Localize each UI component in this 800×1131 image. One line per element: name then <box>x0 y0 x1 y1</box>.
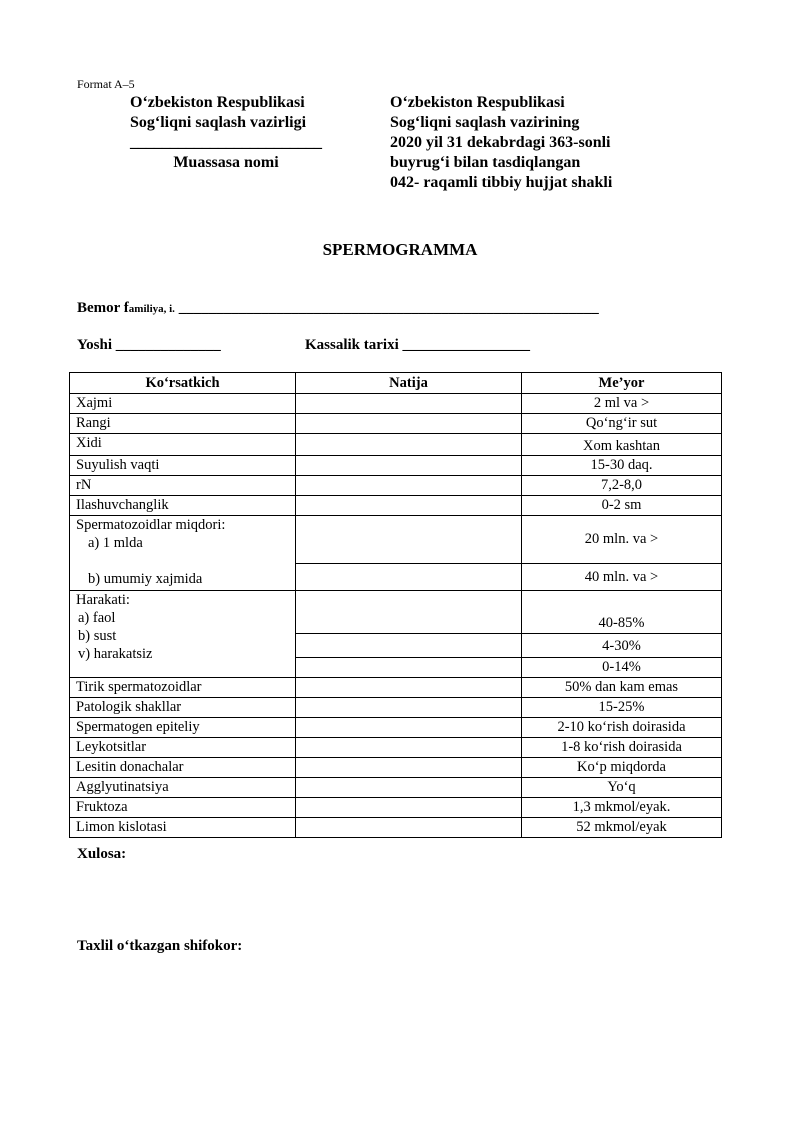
indicator-cell: Tirik spermatozoidlar <box>70 678 296 698</box>
indicator-cell: rN <box>70 476 296 496</box>
motility-label: Harakati: <box>76 592 130 608</box>
norm-cell: 40 mln. va > <box>522 563 722 590</box>
approval-line-2: Sog‘liqni saqlash vazirining <box>390 114 580 131</box>
norm-cell: 40-85% <box>522 591 722 634</box>
approval-line-1: O‘zbekiston Respublikasi <box>390 94 565 111</box>
table-row <box>70 758 722 778</box>
indicator-cell: Suyulish vaqti <box>70 456 296 476</box>
institution-blank-line[interactable]: ________________________ <box>130 134 322 151</box>
table-row <box>70 394 722 414</box>
indicator-cell: Limon kislotasi <box>70 818 296 838</box>
history-blank[interactable]: _________________ <box>398 337 531 353</box>
patient-name-blank[interactable]: ________________________________________________________ <box>174 300 599 316</box>
table-row <box>70 414 722 434</box>
approval-line-5: 042- raqamli tibbiy hujjat shakli <box>390 174 613 191</box>
doctor-label: Taxlil o‘tkazgan shifokor: <box>77 938 243 954</box>
age-label: Yoshi <box>77 337 113 353</box>
result-cell[interactable] <box>296 658 522 678</box>
column-header-indicator: Ko‘rsatkich <box>70 373 296 394</box>
norm-cell: Qo‘ng‘ir sut <box>522 414 722 434</box>
table-row <box>70 496 722 516</box>
indicator-cell: Patologik shakllar <box>70 698 296 718</box>
result-cell[interactable] <box>296 496 522 516</box>
indicator-cell: Rangi <box>70 414 296 434</box>
norm-cell: 15-30 daq. <box>522 456 722 476</box>
indicator-cell: Xajmi <box>70 394 296 414</box>
norm-cell: Xom kashtan <box>522 434 722 456</box>
table-row <box>70 818 722 838</box>
norm-cell: 20 mln. va > <box>522 516 722 564</box>
norm-cell: 2 ml va > <box>522 394 722 414</box>
indicator-cell-motility <box>70 591 296 678</box>
norm-cell: 2-10 ko‘rish doirasida <box>522 718 722 738</box>
result-cell[interactable] <box>296 758 522 778</box>
count-sub-b: b) umumiy xajmida <box>88 571 203 587</box>
patient-label: Bemor f <box>77 300 129 316</box>
table-row <box>70 738 722 758</box>
result-cell[interactable] <box>296 434 522 456</box>
result-cell[interactable] <box>296 563 522 590</box>
table-row <box>70 698 722 718</box>
approval-line-4: buyrug‘i bilan tasdiqlangan <box>390 154 581 171</box>
patient-name-field[interactable] <box>77 300 599 317</box>
format-label: Format A–5 <box>77 77 135 91</box>
republic-name: O‘zbekiston Respublikasi <box>130 94 305 111</box>
table-row <box>70 456 722 476</box>
result-cell[interactable] <box>296 818 522 838</box>
table-row <box>70 434 722 456</box>
norm-cell: 0-2 sm <box>522 496 722 516</box>
motility-sub-c: v) harakatsiz <box>78 646 153 662</box>
table-row <box>70 678 722 698</box>
approval-header <box>390 93 612 193</box>
result-cell[interactable] <box>296 414 522 434</box>
result-cell[interactable] <box>296 738 522 758</box>
count-label: Spermatozoidlar miqdori: <box>76 517 226 533</box>
spermogram-table <box>69 372 722 838</box>
norm-cell: 15-25% <box>522 698 722 718</box>
count-sub-a: a) 1 mlda <box>88 535 143 551</box>
indicator-cell: Xidi <box>70 434 296 456</box>
result-cell[interactable] <box>296 456 522 476</box>
indicator-cell: Leykotsitlar <box>70 738 296 758</box>
table-row <box>70 718 722 738</box>
norm-cell: 4-30% <box>522 634 722 658</box>
result-cell[interactable] <box>296 516 522 564</box>
indicator-cell: Spermatogen epiteliy <box>70 718 296 738</box>
indicator-cell: Lesitin donachalar <box>70 758 296 778</box>
conclusion-label: Xulosa: <box>77 846 127 862</box>
history-label: Kassalik tarixi <box>305 337 399 353</box>
result-cell[interactable] <box>296 678 522 698</box>
result-cell[interactable] <box>296 591 522 634</box>
table-row <box>70 476 722 496</box>
indicator-cell: Ilashuvchanglik <box>70 496 296 516</box>
history-field[interactable] <box>305 337 530 354</box>
norm-cell: 7,2-8,0 <box>522 476 722 496</box>
norm-cell: Ko‘p miqdorda <box>522 758 722 778</box>
norm-cell: 52 mkmol/eyak <box>522 818 722 838</box>
institution-header <box>130 93 322 173</box>
indicator-cell: Agglyutinatsiya <box>70 778 296 798</box>
norm-cell: Yo‘q <box>522 778 722 798</box>
result-cell[interactable] <box>296 698 522 718</box>
institution-name-label: Muassasa nomi <box>173 154 279 171</box>
result-cell[interactable] <box>296 778 522 798</box>
table-row <box>70 798 722 818</box>
motility-sub-b: b) sust <box>78 628 117 644</box>
indicator-cell-count <box>70 516 296 591</box>
age-field[interactable] <box>77 337 221 354</box>
table-header-row <box>70 373 722 394</box>
result-cell[interactable] <box>296 634 522 658</box>
table-row <box>70 778 722 798</box>
column-header-norm: Me’yor <box>522 373 722 394</box>
result-cell[interactable] <box>296 718 522 738</box>
indicator-cell: Fruktoza <box>70 798 296 818</box>
table-row-count <box>70 516 722 564</box>
column-header-result: Natija <box>296 373 522 394</box>
result-cell[interactable] <box>296 394 522 414</box>
result-cell[interactable] <box>296 476 522 496</box>
motility-sub-a: a) faol <box>78 610 116 626</box>
ministry-name: Sog‘liqni saqlash vazirligi <box>130 114 307 131</box>
norm-cell: 1,3 mkmol/eyak. <box>522 798 722 818</box>
document-title: SPERMOGRAMMA <box>322 240 478 259</box>
norm-cell: 50% dan kam emas <box>522 678 722 698</box>
approval-line-3: 2020 yil 31 dekabrdagi 363-sonli <box>390 134 611 151</box>
norm-cell: 1-8 ko‘rish doirasida <box>522 738 722 758</box>
norm-cell: 0-14% <box>522 658 722 678</box>
table-row-motility <box>70 591 722 634</box>
result-cell[interactable] <box>296 798 522 818</box>
patient-label-small: amiliya, i. <box>128 303 175 315</box>
age-blank[interactable]: ______________ <box>112 337 221 353</box>
